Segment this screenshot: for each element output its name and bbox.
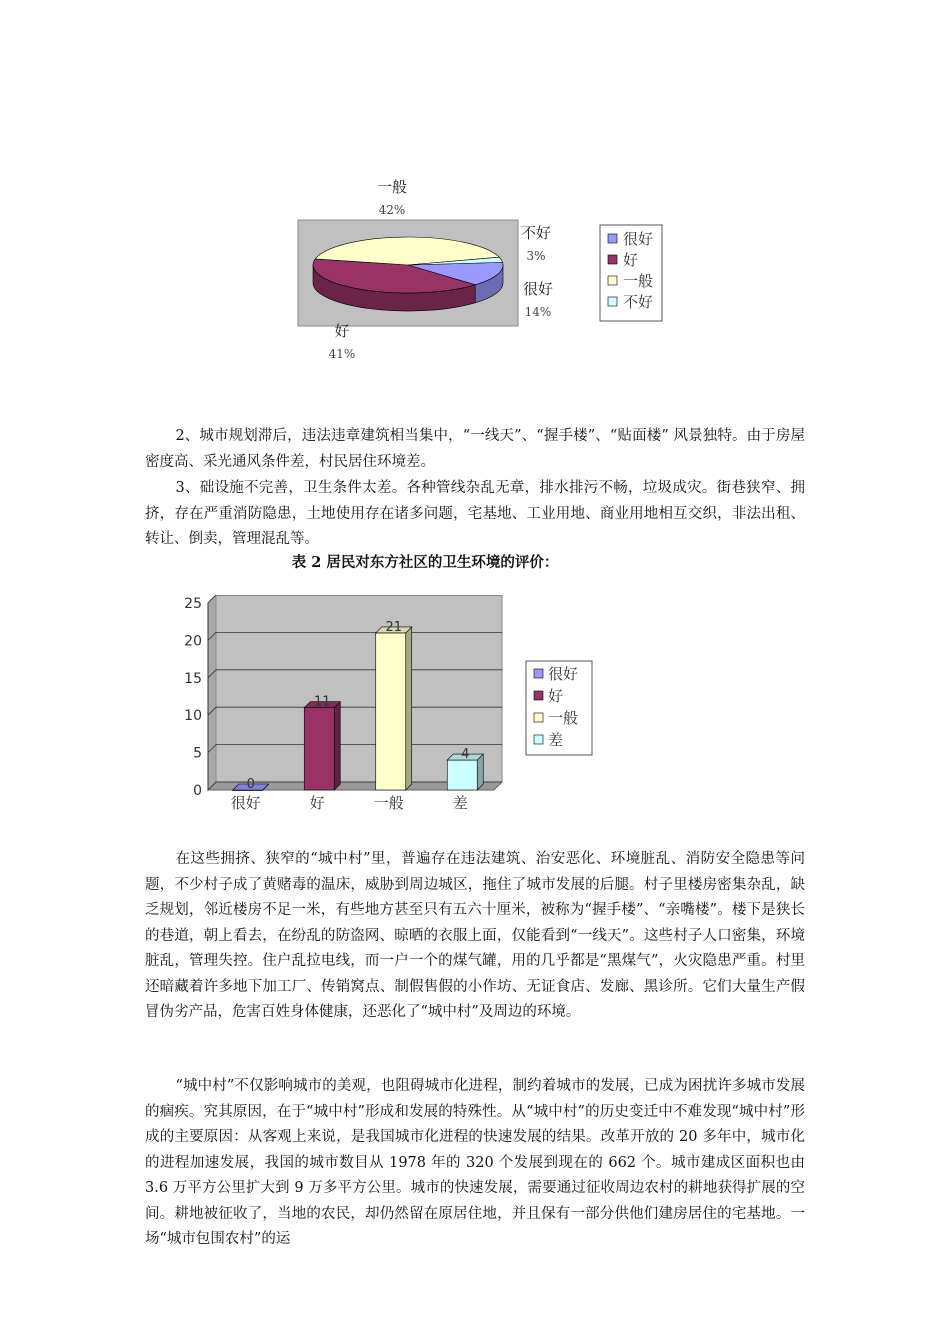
pie-slice-label: 很好 (522, 280, 554, 298)
pie-percent-label: 41% (328, 347, 356, 361)
legend-label: 好 (623, 251, 639, 269)
legend-swatch (534, 691, 543, 700)
bar (376, 627, 412, 790)
legend-label: 差 (548, 731, 564, 749)
legend-swatch (608, 297, 617, 306)
bar-side (477, 754, 483, 790)
legend-swatch (608, 255, 617, 264)
bar-front (304, 708, 334, 790)
x-tick-label: 很好 (230, 794, 261, 812)
pie-slice-label: 好 (334, 322, 350, 340)
bar-value-label: 11 (313, 694, 331, 710)
bar-side (406, 627, 412, 790)
legend-swatch (608, 276, 617, 285)
legend-label: 一般 (548, 709, 579, 727)
legend-swatch (534, 669, 543, 678)
paragraph: 2、城市规划滞后，违法违章建筑相当集中，“一线天”、“握手楼”、“贴面楼” 风景独特。由于房屋密度高、采光通风条件差，村民居住环境差。 (145, 428, 805, 470)
legend-swatch (534, 735, 543, 744)
bar-front (447, 760, 477, 790)
x-tick-label: 一般 (373, 794, 404, 812)
legend-label: 一般 (623, 272, 654, 290)
paragraph: 3、础设施不完善，卫生条件太差。各种管线杂乱无章，排水排污不畅，垃圾成灾。街巷狭窄、拥挤，存在严重消防隐患，土地使用存在诸多问题，宅基地、工业用地、商业用地相互交织，非法出租、转让、倒卖，管理混乱等。 (145, 480, 805, 547)
paragraph: 在这些拥挤、狭窄的“城中村”里，普遍存在违法建筑、治安恶化、环境脏乱、消防安全隐患等问题，不少村子成了黄赌毒的温床，威胁到周边城区，拖住了城市发展的后腿。村子里楼房密集杂乱，缺乏规划，邻近楼房不足一米，有些地方甚至只有五六十厘米，被称为“握手楼”、“亲嘴楼”。楼下是狭长的巷道，朝上看去，在纷乱的防盗网、晾晒的衣服上面，仅能看到“一线天”。这些村子人口密集，环境脏乱，管理失控。住户乱拉电线，而一户一个的煤气罐，用的几乎都是“黑煤气”，火灾隐患严重。村里还暗藏着许多地下加工厂、传销窝点、制假售假的小作坊、无证食店、发廊、黑诊所。它们大量生产假冒伪劣产品，危害百姓身体健康，还恶化了“城中村”及周边的环境。 (145, 851, 805, 1020)
bar-chart (170, 595, 610, 820)
bar-value-label: 0 (246, 777, 255, 792)
legend-label: 很好 (548, 665, 579, 683)
pie-slice-label: 一般 (376, 178, 408, 196)
bar-side-wall (208, 595, 216, 790)
y-tick-label: 5 (193, 745, 202, 762)
y-tick-label: 15 (184, 670, 202, 687)
bar-side (334, 702, 340, 790)
pie-chart (290, 170, 690, 370)
y-tick-label: 10 (184, 708, 202, 725)
pie-slice-label: 不好 (520, 224, 552, 242)
bar-front (376, 633, 406, 790)
legend-label: 不好 (623, 293, 654, 311)
y-tick-label: 20 (184, 633, 202, 650)
x-tick-label: 好 (309, 794, 325, 812)
bar-value-label: 21 (385, 619, 403, 635)
legend-label: 很好 (623, 230, 654, 248)
bar-value-label: 4 (461, 747, 470, 763)
table-title: 表 2 居民对东方社区的卫生环境的评价： (291, 554, 559, 571)
x-tick-label: 差 (452, 794, 468, 812)
y-tick-label: 0 (193, 783, 202, 799)
legend-swatch (534, 713, 543, 722)
bar (304, 702, 340, 790)
legend-swatch (608, 234, 617, 243)
pie-percent-label: 42% (378, 203, 406, 217)
y-tick-label: 25 (184, 596, 202, 612)
legend-label: 好 (548, 687, 564, 705)
pie-percent-label: 3% (526, 249, 546, 263)
pie-percent-label: 14% (524, 305, 552, 319)
paragraph: “城中村”不仅影响城市的美观，也阻碍城市化进程，制约着城市的发展，已成为困扰许多城市发展的痼疾。究其原因，在于“城中村”形成和发展的特殊性。从“城中村”的历史变迁中不难发现“城中村”形成的主要原因：从客观上来说，是我国城市化进程的快速发展的结果。改革开放的 20 多年中，城市化的进程加速发展，我国的城市数目从 1978 年的 320 个发展到现在的 662 个。城市建成区面积也由 3.6 万平方公里扩大到 9 万多平方公里。城市的快速发展，需要通过征收周边农村的耕地获得扩展的空间。耕地被征收了，当地的农民，却仍然留在原居住地，并且保有一部分供他们建房居住的宅基地。一场“城市包围农村”的运 (145, 1078, 805, 1247)
